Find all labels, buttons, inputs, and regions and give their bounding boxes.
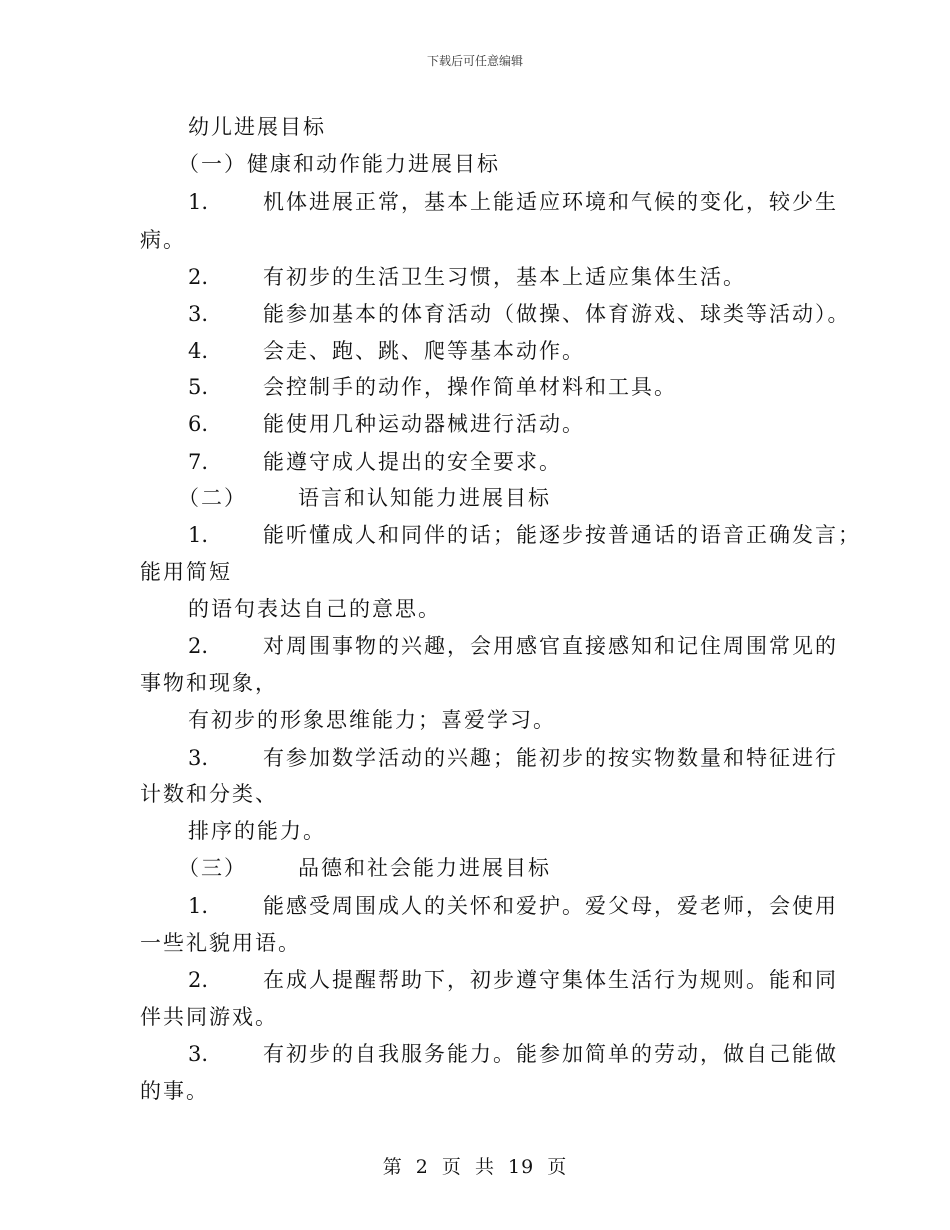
item-continuation: 排序的能力。	[188, 819, 326, 843]
item-continuation: 伴共同游戏。	[140, 1005, 278, 1029]
item-number: 2.	[188, 634, 209, 658]
section-heading-number: （二）	[178, 486, 247, 510]
item-number: 6.	[188, 412, 209, 436]
item-number: 1.	[188, 190, 209, 214]
item-number: 4.	[188, 339, 209, 363]
section-heading-3: 品德和社会能力进展目标	[298, 856, 551, 880]
item-number: 2.	[188, 265, 209, 289]
item-text: 能听懂成人和同伴的话；能逐步按普通话的语音正确发言；	[263, 523, 861, 547]
item-text: 会走、跑、跳、爬等基本动作。	[263, 339, 585, 363]
item-text: 有参加数学活动的兴趣；能初步的按实物数量和特征进行	[263, 746, 838, 770]
item-text: 在成人提醒帮助下，初步遵守集体生活行为规则。能和同	[263, 968, 838, 992]
footer-page-prefix: 第	[382, 1156, 403, 1178]
item-number: 1.	[188, 894, 209, 918]
section-heading-number: （三）	[178, 856, 247, 880]
item-continuation: 的事。	[140, 1079, 209, 1103]
item-text: 能遵守成人提出的安全要求。	[263, 450, 562, 474]
item-text: 机体进展正常，基本上能适应环境和气候的变化，较少生	[263, 190, 838, 214]
item-continuation: 的语句表达自己的意思。	[188, 597, 441, 621]
item-number: 5.	[188, 375, 209, 399]
item-continuation: 一些礼貌用语。	[140, 931, 301, 955]
item-continuation: 能用简短	[140, 560, 232, 584]
footer-page-number: 2	[415, 1156, 429, 1178]
item-text: 对周围事物的兴趣，会用感官直接感知和记住周围常见的	[263, 634, 838, 658]
item-text: 能使用几种运动器械进行活动。	[263, 412, 585, 436]
footer-total-pages: 19	[508, 1156, 535, 1178]
item-continuation: 事物和现象，	[140, 671, 278, 695]
item-number: 3.	[188, 746, 209, 770]
page-footer	[0, 1152, 950, 1179]
item-number: 1.	[188, 523, 209, 547]
section-heading-1: （一）健康和动作能力进展目标	[178, 152, 500, 176]
doc-title: 幼儿进展目标	[188, 115, 326, 139]
item-number: 3.	[188, 302, 209, 326]
item-number: 3.	[188, 1042, 209, 1066]
item-text: 能感受周围成人的关怀和爱护。爱父母，爱老师，会使用	[263, 894, 838, 918]
footer-total-suffix: 页	[547, 1156, 568, 1178]
header-note: 下载后可任意编辑	[426, 54, 523, 68]
item-text: 会控制手的动作，操作简单材料和工具。	[263, 375, 677, 399]
section-heading-2: 语言和认知能力进展目标	[298, 486, 551, 510]
item-continuation: 病。	[140, 228, 186, 252]
footer-total-prefix: 共	[474, 1156, 495, 1178]
item-continuation: 计数和分类、	[140, 782, 278, 806]
item-text: 有初步的自我服务能力。能参加简单的劳动，做自己能做	[263, 1042, 838, 1066]
item-text: 能参加基本的体育活动（做操、体育游戏、球类等活动）。	[263, 302, 851, 326]
item-text: 有初步的生活卫生习惯，基本上适应集体生活。	[263, 265, 746, 289]
item-continuation: 有初步的形象思维能力；喜爱学习。	[188, 708, 556, 732]
footer-page-mid: 页	[441, 1156, 462, 1178]
item-number: 2.	[188, 968, 209, 992]
item-number: 7.	[188, 450, 209, 474]
